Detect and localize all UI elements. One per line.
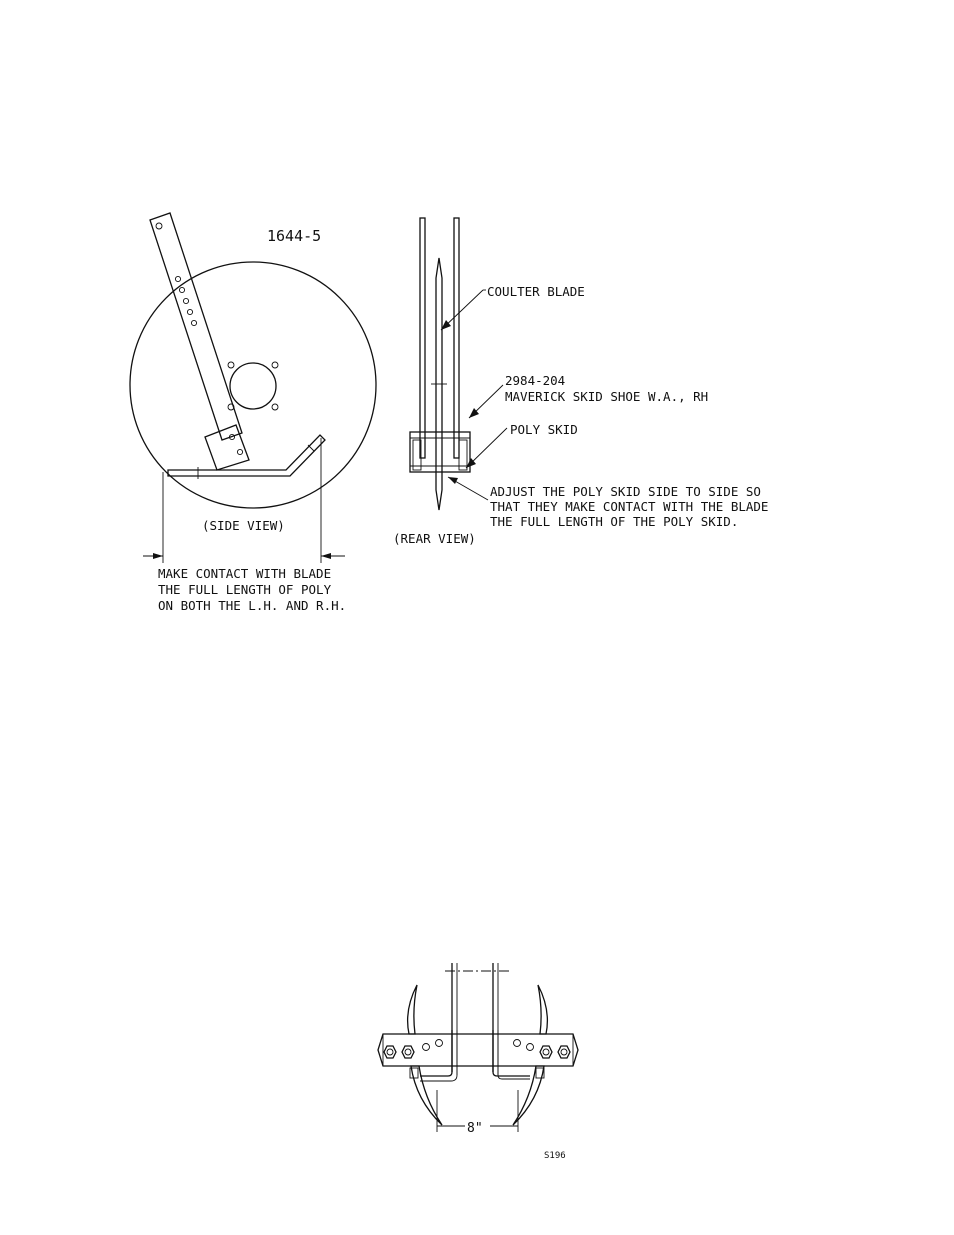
skid-shoe-name-label: MAVERICK SKID SHOE W.A., RH bbox=[505, 389, 709, 404]
bar-hole bbox=[175, 276, 180, 281]
mounting-plate bbox=[205, 425, 249, 470]
shank-right bbox=[454, 218, 459, 458]
blade-hub bbox=[230, 363, 276, 409]
plate-hole bbox=[237, 449, 242, 454]
poly-skid-label: POLY SKID bbox=[510, 422, 578, 437]
hex-bolt bbox=[402, 1046, 414, 1058]
side-view-label: (SIDE VIEW) bbox=[202, 518, 285, 533]
side-note-line-1: MAKE CONTACT WITH BLADE bbox=[158, 566, 332, 581]
bar-hole bbox=[191, 320, 196, 325]
adjust-note-line-2: THAT THEY MAKE CONTACT WITH THE BLADE bbox=[490, 499, 769, 514]
hex-bolt bbox=[384, 1046, 396, 1058]
skid-shoe-part-label: 2984-204 bbox=[505, 373, 566, 388]
dimension-arrow bbox=[153, 553, 163, 559]
bar-hole bbox=[187, 309, 192, 314]
front-view-drawing bbox=[378, 963, 578, 1132]
shank-right-inner bbox=[498, 963, 530, 1079]
shank-right bbox=[493, 963, 530, 1076]
hub-bolt bbox=[272, 362, 278, 368]
hub-bolt bbox=[272, 404, 278, 410]
side-note-line-3: ON BOTH THE L.H. AND R.H. bbox=[158, 598, 347, 613]
bolt-hole bbox=[436, 1040, 443, 1047]
shank-left bbox=[420, 963, 452, 1076]
coulter-blade-disc bbox=[130, 262, 376, 508]
adjust-note-line-1: ADJUST THE POLY SKID SIDE TO SIDE SO bbox=[490, 484, 761, 499]
side-view-drawing bbox=[130, 213, 376, 563]
shank-left bbox=[420, 218, 425, 458]
bolt-hole bbox=[423, 1044, 430, 1051]
skid-tick bbox=[308, 445, 314, 451]
coulter-blade-right bbox=[538, 985, 547, 1034]
part-number-label: 1644-5 bbox=[267, 227, 322, 245]
hex-bolt-center bbox=[387, 1049, 393, 1055]
hex-bolt bbox=[540, 1046, 552, 1058]
bar-hole bbox=[179, 287, 184, 292]
dimension-arrow bbox=[321, 553, 331, 559]
poly-skid-right bbox=[459, 440, 467, 470]
leader-arrow bbox=[448, 477, 458, 484]
hex-bolt-center bbox=[561, 1049, 567, 1055]
rear-view-drawing bbox=[410, 218, 507, 510]
hex-bolt-center bbox=[543, 1049, 549, 1055]
coulter-blade-left bbox=[408, 985, 417, 1034]
bar-hole bbox=[156, 223, 162, 229]
skid-shoe bbox=[168, 435, 325, 476]
bolt-hole bbox=[527, 1044, 534, 1051]
bar-hole bbox=[183, 298, 188, 303]
side-note-line-2: THE FULL LENGTH OF POLY bbox=[158, 582, 332, 597]
adjust-note-line-3: THE FULL LENGTH OF THE POLY SKID. bbox=[490, 514, 739, 529]
rear-view-label: (REAR VIEW) bbox=[393, 531, 476, 546]
hex-bolt-center bbox=[405, 1049, 411, 1055]
bolt-hole bbox=[514, 1040, 521, 1047]
coulter-blade-label: COULTER BLADE bbox=[487, 284, 585, 299]
hub-bolt bbox=[228, 362, 234, 368]
hex-bolt bbox=[558, 1046, 570, 1058]
dimension-label: 8" bbox=[467, 1121, 483, 1136]
drawing-id-label: S196 bbox=[544, 1151, 566, 1161]
